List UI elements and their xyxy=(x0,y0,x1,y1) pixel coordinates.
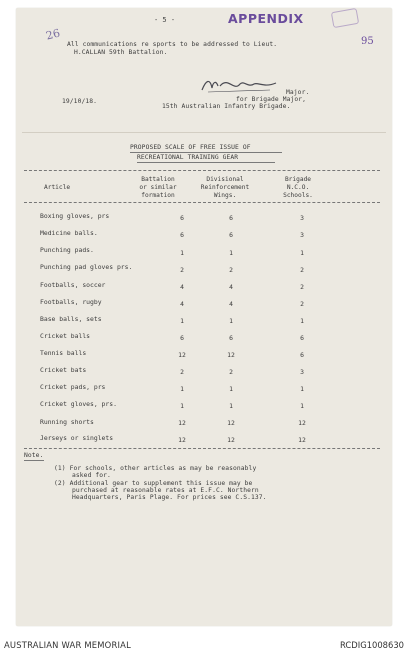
rank-line: Major. xyxy=(286,89,310,96)
row-label: Boxing gloves, prs xyxy=(40,212,110,220)
cell-div: 6 xyxy=(229,334,233,342)
cell-bn: 1 xyxy=(180,317,184,325)
cell-div: 6 xyxy=(229,231,233,239)
title-underline-1 xyxy=(130,152,282,153)
cell-bde: 12 xyxy=(298,419,306,427)
col-article: Article xyxy=(44,184,71,191)
cell-div: 2 xyxy=(229,266,233,274)
cell-bn: 12 xyxy=(178,436,186,444)
cell-bn: 2 xyxy=(180,266,184,274)
cell-bn: 4 xyxy=(180,300,184,308)
cell-bn: 6 xyxy=(180,214,184,222)
cell-bn: 12 xyxy=(178,351,186,359)
cell-bn: 1 xyxy=(180,249,184,257)
row-label: Punching pad gloves prs. xyxy=(40,263,133,271)
cell-bde: 12 xyxy=(298,436,306,444)
cell-bde: 3 xyxy=(300,231,304,239)
title-underline-2 xyxy=(137,162,275,163)
cell-bde: 2 xyxy=(300,300,304,308)
row-label: Cricket bats xyxy=(40,366,87,374)
appendix-stamp: APPENDIX xyxy=(228,11,304,26)
row-label: Base balls, sets xyxy=(40,315,102,323)
cell-div: 12 xyxy=(227,436,235,444)
cell-bde: 1 xyxy=(300,385,304,393)
note-2-line-3: Headquarters, Paris Plage. For prices see C.S.137. xyxy=(72,494,267,501)
row-label: Medicine balls. xyxy=(40,229,98,237)
col-battalion: Battalion or similar formation xyxy=(139,176,177,199)
handwritten-reference: 26 xyxy=(44,26,62,43)
cell-div: 1 xyxy=(229,249,233,257)
signatory-line-2: 15th Australian Infantry Brigade. xyxy=(162,103,291,110)
table-header-rule xyxy=(24,202,380,203)
cell-bn: 12 xyxy=(178,419,186,427)
folio-number: 95 xyxy=(361,36,374,47)
cell-div: 12 xyxy=(227,351,235,359)
signature xyxy=(198,74,280,96)
cell-bn: 1 xyxy=(180,402,184,410)
note-heading: Note. xyxy=(24,452,44,459)
archive-footer xyxy=(0,636,408,654)
cell-bde: 1 xyxy=(300,317,304,325)
table-top-rule xyxy=(24,170,380,171)
cell-div: 1 xyxy=(229,402,233,410)
cell-bn: 1 xyxy=(180,385,184,393)
cell-bn: 2 xyxy=(180,368,184,376)
note-2-line-2: purchased at reasonable rates at E.F.C. Northern xyxy=(72,487,259,494)
signatory-line-1: for Brigade Major, xyxy=(236,96,307,103)
cell-div: 6 xyxy=(229,214,233,222)
header-line-1: All communications re sports to be addressed to Lieut. xyxy=(67,41,278,48)
table-title-2: RECREATIONAL TRAINING GEAR xyxy=(137,154,239,161)
letter-date: 19/10/18. xyxy=(62,98,98,105)
cell-bn: 6 xyxy=(180,334,184,342)
note-underline xyxy=(24,460,44,461)
cell-div: 4 xyxy=(229,283,233,291)
row-label: Cricket pads, prs xyxy=(40,383,106,391)
row-label: Tennis balls xyxy=(40,349,87,357)
note-2-line-1: (2) Additional gear to supplement this issue may be xyxy=(54,480,253,487)
cell-bde: 3 xyxy=(300,214,304,222)
cell-bde: 6 xyxy=(300,351,304,359)
col-brigade: Brigade N.C.O. Schools. xyxy=(283,176,313,199)
row-label: Running shorts xyxy=(40,418,94,426)
header-line-2: H.CALLAN 59th Battalion. xyxy=(74,49,168,56)
cell-bn: 6 xyxy=(180,231,184,239)
cell-bde: 2 xyxy=(300,266,304,274)
row-label: Cricket gloves, prs. xyxy=(40,400,117,408)
cell-div: 4 xyxy=(229,300,233,308)
paper-fold xyxy=(22,132,386,133)
table-title-1: PROPOSED SCALE OF FREE ISSUE OF xyxy=(130,144,251,151)
col-divisional: Divisional Reinforcement Wings. xyxy=(200,176,250,199)
cell-bde: 1 xyxy=(300,402,304,410)
row-label: Punching pads. xyxy=(40,246,94,254)
page-number: - 5 - xyxy=(154,16,176,24)
cell-bn: 4 xyxy=(180,283,184,291)
note-1-line-1: (1) For schools, other articles as may be reasonably xyxy=(54,465,257,472)
cell-div: 2 xyxy=(229,368,233,376)
cell-div: 1 xyxy=(229,385,233,393)
row-label: Jerseys or singlets xyxy=(40,434,114,442)
cell-bde: 3 xyxy=(300,368,304,376)
row-label: Cricket balls xyxy=(40,332,91,340)
note-1-line-2: asked for. xyxy=(72,472,111,479)
cell-div: 12 xyxy=(227,419,235,427)
cell-bde: 1 xyxy=(300,249,304,257)
row-label: Footballs, soccer xyxy=(40,281,106,289)
cell-bde: 2 xyxy=(300,283,304,291)
row-label: Footballs, rugby xyxy=(40,298,102,306)
table-bottom-rule xyxy=(24,448,380,449)
cell-bde: 6 xyxy=(300,334,304,342)
archive-id: RCDIG1008630 xyxy=(340,640,404,650)
archive-name: AUSTRALIAN WAR MEMORIAL xyxy=(4,640,131,650)
cell-div: 1 xyxy=(229,317,233,325)
